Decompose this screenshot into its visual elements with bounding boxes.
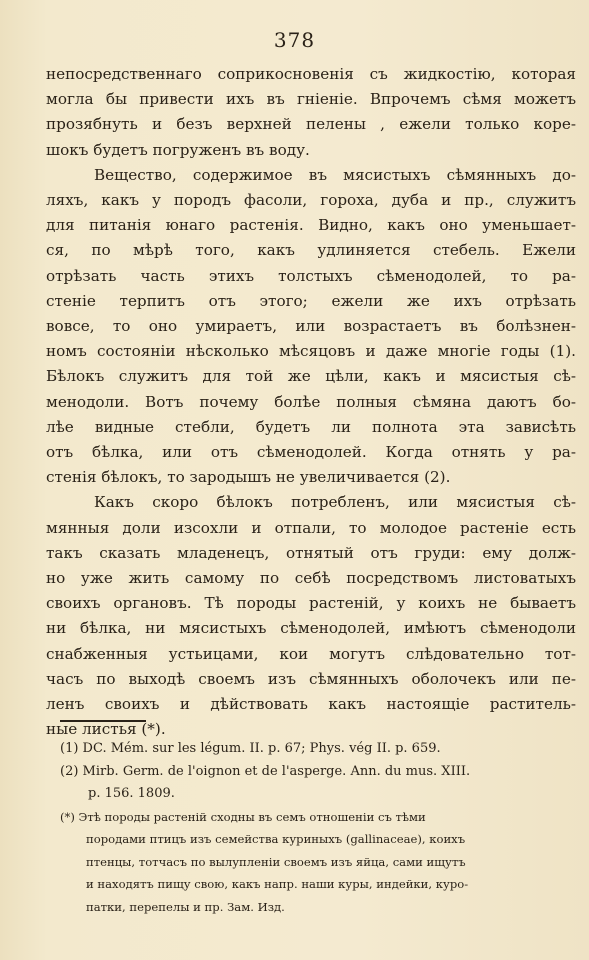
text-line: отрѣзать часть этихъ толстыхъ сѣменодолей, то ра-: [46, 266, 576, 285]
text-line: Бѣлокъ служитъ для той же цѣли, какъ и мясистыя сѣ-: [46, 367, 576, 386]
page-number: 378: [273, 28, 316, 52]
text-line: Какъ скоро бѣлокъ потребленъ, или мясистыя сѣ-: [94, 493, 576, 512]
footnotes: [60, 738, 560, 918]
text-line: для питанія юнаго растенія. Видно, какъ оно уменьшает-: [46, 216, 576, 235]
footnote-1: [60, 738, 560, 761]
footnote-line: патки, перепелы и пр. Зам. Изд.: [86, 899, 285, 914]
text-line: лѣе видные стебли, будетъ ли полнота эта зависѣть: [46, 417, 576, 436]
text-line: номъ состояніи нѣсколько мѣсяцовъ и даже многіе годы (1).: [46, 342, 576, 361]
text-line: стеніе терпитъ отъ этого; ежели же ихъ отрѣзать: [46, 291, 576, 310]
text-line: ляхъ, какъ у породъ фасоли, гороха, дуба и пр., служитъ: [46, 191, 576, 210]
footnote-line: (*) Этѣ породы растеній сходны въ семъ отношеніи съ тѣми: [60, 809, 426, 824]
text-line: мянныя доли изсохли и отпали, то молодое растеніе есть: [46, 518, 576, 537]
text-line: но уже жить самому по себѣ посредствомъ листоватыхъ: [46, 569, 576, 588]
text-line: часъ по выходѣ своемъ изъ сѣмянныхъ оболочекъ или пе-: [46, 669, 576, 688]
text-line: могла бы привести ихъ въ гніеніе. Впрочемъ сѣмя можетъ: [46, 90, 576, 109]
text-line: ни бѣлка, ни мясистыхъ сѣменодолей, имѣютъ сѣменодоли: [46, 619, 576, 638]
text-line: стенія бѣлокъ, то зародышъ не увеличивается (2).: [46, 468, 451, 487]
footnote-line: птенцы, тотчасъ по вылупленіи своемъ изъ яйца, сами ищутъ: [86, 854, 466, 869]
footnote-2: [60, 761, 560, 806]
text-line: ся, по мѣрѣ того, какъ удлиняется стебель. Ежели: [46, 241, 576, 260]
text-line: такъ сказать младенецъ, отнятый отъ груди: ему долж-: [46, 543, 576, 562]
paragraph-2: [46, 163, 576, 491]
footnote-3: [60, 806, 560, 919]
paragraph-3: [46, 490, 576, 742]
main-text: [46, 62, 576, 742]
text-line: непосредственнаго соприкосновенія съ жидкостію, которая: [46, 65, 576, 83]
text-line: снабженныя устьицами, кои могутъ слѣдовательно тот-: [46, 644, 576, 663]
footnote-line: породами птицъ изъ семейства куриныхъ (gallinaceae), коихъ: [86, 832, 466, 846]
text-line: вовсе, то оно умираетъ, или возрастаетъ въ болѣзнен-: [46, 317, 576, 336]
text-line: прозябнуть и безъ верхней пелены , ежели только коре-: [46, 115, 576, 134]
text-line: шокъ будетъ погруженъ въ воду.: [46, 140, 310, 159]
text-line: менодоли. Вотъ почему болѣе полныя сѣмяна даютъ бо-: [46, 392, 576, 411]
text-line: ленъ своихъ и дѣйствовать какъ настоящіе раститель-: [46, 695, 576, 714]
footnote-line: (1) DC. Mém. sur les légum. II. p. 67; Phys. vég II. p. 659.: [60, 741, 441, 756]
text-line: своихъ органовъ. Тѣ породы растеній, у коихъ не бываетъ: [46, 594, 576, 613]
text-line: ные листья (*).: [46, 720, 166, 739]
footnote-separator: [60, 720, 146, 722]
footnote-line: p. 156. 1809.: [88, 786, 175, 801]
text-line: Вещество, содержимое въ мясистыхъ сѣмянныхъ до-: [94, 165, 576, 184]
footnote-line: (2) Mirb. Germ. de l'oignon et de l'asperge. Ann. du mus. XIII.: [60, 763, 471, 779]
text-line: отъ бѣлка, или отъ сѣменодолей. Когда отнять у ра-: [46, 443, 576, 462]
footnote-line: и находятъ пищу свою, какъ напр. наши куры, индейки, куро-: [86, 877, 469, 891]
paragraph-1: [46, 62, 576, 163]
